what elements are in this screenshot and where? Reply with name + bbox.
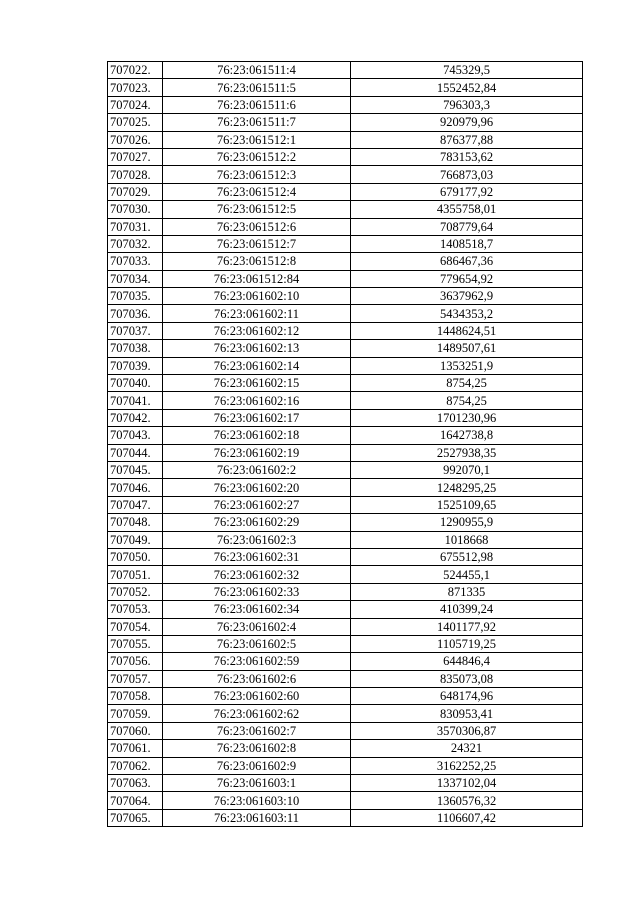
cadastral-value: 675512,98: [351, 548, 583, 565]
cadastral-value: 1360576,32: [351, 792, 583, 809]
cadastral-number: 76:23:061602:6: [163, 670, 351, 687]
row-number: 707040.: [108, 375, 163, 392]
cadastral-value: 1701230,96: [351, 409, 583, 426]
cadastral-value: 3570306,87: [351, 722, 583, 739]
table-row: [108, 514, 583, 531]
cadastral-number: 76:23:061512:2: [163, 148, 351, 165]
row-number: 707022.: [108, 62, 163, 79]
cadastral-value: 3637962,9: [351, 288, 583, 305]
row-number: 707026.: [108, 131, 163, 148]
cadastral-number: 76:23:061602:7: [163, 722, 351, 739]
cadastral-number: 76:23:061602:20: [163, 479, 351, 496]
row-number: 707052.: [108, 583, 163, 600]
table-row: [108, 218, 583, 235]
table-row: [108, 775, 583, 792]
cadastral-number: 76:23:061512:7: [163, 235, 351, 252]
cadastral-value: 708779,64: [351, 218, 583, 235]
cadastral-value: 5434353,2: [351, 305, 583, 322]
cadastral-value: 779654,92: [351, 270, 583, 287]
row-number: 707043.: [108, 427, 163, 444]
table-row: [108, 409, 583, 426]
row-number: 707065.: [108, 809, 163, 826]
cadastral-value: 1248295,25: [351, 479, 583, 496]
cadastral-number: 76:23:061512:8: [163, 253, 351, 270]
row-number: 707036.: [108, 305, 163, 322]
cadastral-value: 1552452,84: [351, 79, 583, 96]
row-number: 707058.: [108, 688, 163, 705]
cadastral-number: 76:23:061602:14: [163, 357, 351, 374]
cadastral-value: 876377,88: [351, 131, 583, 148]
table-row: [108, 548, 583, 565]
cadastral-number: 76:23:061602:32: [163, 566, 351, 583]
cadastral-number: 76:23:061511:4: [163, 62, 351, 79]
table-row: [108, 740, 583, 757]
row-number: 707045.: [108, 461, 163, 478]
cadastral-number: 76:23:061602:10: [163, 288, 351, 305]
table-row: [108, 79, 583, 96]
cadastral-value: 8754,25: [351, 375, 583, 392]
row-number: 707031.: [108, 218, 163, 235]
cadastral-number: 76:23:061602:33: [163, 583, 351, 600]
cadastral-value: 1353251,9: [351, 357, 583, 374]
row-number: 707060.: [108, 722, 163, 739]
cadastral-number: 76:23:061602:5: [163, 635, 351, 652]
row-number: 707037.: [108, 322, 163, 339]
table-row: [108, 148, 583, 165]
cadastral-number: 76:23:061602:11: [163, 305, 351, 322]
cadastral-value: 1642738,8: [351, 427, 583, 444]
table-row: [108, 722, 583, 739]
row-number: 707030.: [108, 201, 163, 218]
table-row: [108, 531, 583, 548]
cadastral-number: 76:23:061602:60: [163, 688, 351, 705]
table-row: [108, 62, 583, 79]
cadastral-value: 830953,41: [351, 705, 583, 722]
table-row: [108, 688, 583, 705]
table-row: [108, 183, 583, 200]
row-number: 707034.: [108, 270, 163, 287]
cadastral-number: 76:23:061602:16: [163, 392, 351, 409]
cadastral-value: 1105719,25: [351, 635, 583, 652]
row-number: 707024.: [108, 96, 163, 113]
row-number: 707059.: [108, 705, 163, 722]
table-row: [108, 635, 583, 652]
cadastral-number: 76:23:061512:1: [163, 131, 351, 148]
row-number: 707035.: [108, 288, 163, 305]
table-body: [108, 62, 583, 827]
cadastral-value: 1448624,51: [351, 322, 583, 339]
cadastral-value: 783153,62: [351, 148, 583, 165]
table-row: [108, 757, 583, 774]
row-number: 707038.: [108, 340, 163, 357]
row-number: 707042.: [108, 409, 163, 426]
row-number: 707023.: [108, 79, 163, 96]
row-number: 707064.: [108, 792, 163, 809]
cadastral-number: 76:23:061602:31: [163, 548, 351, 565]
row-number: 707051.: [108, 566, 163, 583]
row-number: 707032.: [108, 235, 163, 252]
table-row: [108, 270, 583, 287]
cadastral-number: 76:23:061602:3: [163, 531, 351, 548]
cadastral-value: 1408518,7: [351, 235, 583, 252]
cadastral-value-table: [107, 61, 583, 827]
cadastral-number: 76:23:061512:84: [163, 270, 351, 287]
cadastral-number: 76:23:061602:18: [163, 427, 351, 444]
table-row: [108, 305, 583, 322]
cadastral-number: 76:23:061603:10: [163, 792, 351, 809]
cadastral-value: 644846,4: [351, 653, 583, 670]
table-row: [108, 201, 583, 218]
row-number: 707047.: [108, 496, 163, 513]
row-number: 707028.: [108, 166, 163, 183]
table-row: [108, 583, 583, 600]
table-row: [108, 131, 583, 148]
table-row: [108, 96, 583, 113]
cadastral-number: 76:23:061511:7: [163, 114, 351, 131]
cadastral-number: 76:23:061602:59: [163, 653, 351, 670]
row-number: 707054.: [108, 618, 163, 635]
row-number: 707050.: [108, 548, 163, 565]
row-number: 707027.: [108, 148, 163, 165]
cadastral-value: 835073,08: [351, 670, 583, 687]
cadastral-value: 920979,96: [351, 114, 583, 131]
row-number: 707053.: [108, 601, 163, 618]
table-row: [108, 809, 583, 826]
row-number: 707041.: [108, 392, 163, 409]
cadastral-value: 1337102,04: [351, 775, 583, 792]
table-row: [108, 653, 583, 670]
cadastral-number: 76:23:061512:5: [163, 201, 351, 218]
row-number: 707056.: [108, 653, 163, 670]
cadastral-number: 76:23:061602:34: [163, 601, 351, 618]
table-row: [108, 444, 583, 461]
cadastral-value: 992070,1: [351, 461, 583, 478]
row-number: 707039.: [108, 357, 163, 374]
table-row: [108, 792, 583, 809]
row-number: 707025.: [108, 114, 163, 131]
cadastral-value: 648174,96: [351, 688, 583, 705]
table-row: [108, 496, 583, 513]
table-row: [108, 166, 583, 183]
cadastral-number: 76:23:061512:3: [163, 166, 351, 183]
cadastral-value: 1290955,9: [351, 514, 583, 531]
table-row: [108, 375, 583, 392]
cadastral-value: 24321: [351, 740, 583, 757]
table-row: [108, 322, 583, 339]
table-row: [108, 357, 583, 374]
row-number: 707063.: [108, 775, 163, 792]
row-number: 707049.: [108, 531, 163, 548]
table-row: [108, 288, 583, 305]
cadastral-number: 76:23:061512:4: [163, 183, 351, 200]
table-row: [108, 253, 583, 270]
cadastral-value: 3162252,25: [351, 757, 583, 774]
cadastral-number: 76:23:061602:19: [163, 444, 351, 461]
cadastral-value: 686467,36: [351, 253, 583, 270]
cadastral-number: 76:23:061602:17: [163, 409, 351, 426]
cadastral-number: 76:23:061603:1: [163, 775, 351, 792]
cadastral-value: 745329,5: [351, 62, 583, 79]
cadastral-value: 4355758,01: [351, 201, 583, 218]
cadastral-value: 1106607,42: [351, 809, 583, 826]
cadastral-value: 1018668: [351, 531, 583, 548]
table-row: [108, 670, 583, 687]
cadastral-value: 2527938,35: [351, 444, 583, 461]
cadastral-number: 76:23:061602:4: [163, 618, 351, 635]
cadastral-value: 8754,25: [351, 392, 583, 409]
cadastral-value: 1525109,65: [351, 496, 583, 513]
cadastral-number: 76:23:061602:12: [163, 322, 351, 339]
table-row: [108, 114, 583, 131]
cadastral-value: 766873,03: [351, 166, 583, 183]
cadastral-number: 76:23:061602:2: [163, 461, 351, 478]
table-row: [108, 618, 583, 635]
cadastral-number: 76:23:061511:6: [163, 96, 351, 113]
table-row: [108, 340, 583, 357]
cadastral-value: 1489507,61: [351, 340, 583, 357]
cadastral-value: 1401177,92: [351, 618, 583, 635]
table-row: [108, 461, 583, 478]
table-row: [108, 705, 583, 722]
cadastral-number: 76:23:061602:13: [163, 340, 351, 357]
table-row: [108, 392, 583, 409]
cadastral-number: 76:23:061602:9: [163, 757, 351, 774]
row-number: 707061.: [108, 740, 163, 757]
table-row: [108, 566, 583, 583]
cadastral-number: 76:23:061512:6: [163, 218, 351, 235]
row-number: 707055.: [108, 635, 163, 652]
row-number: 707029.: [108, 183, 163, 200]
table-row: [108, 427, 583, 444]
cadastral-number: 76:23:061511:5: [163, 79, 351, 96]
cadastral-number: 76:23:061603:11: [163, 809, 351, 826]
cadastral-value: 871335: [351, 583, 583, 600]
row-number: 707057.: [108, 670, 163, 687]
table-row: [108, 235, 583, 252]
cadastral-value: 679177,92: [351, 183, 583, 200]
row-number: 707062.: [108, 757, 163, 774]
table-row: [108, 601, 583, 618]
cadastral-number: 76:23:061602:29: [163, 514, 351, 531]
cadastral-value: 524455,1: [351, 566, 583, 583]
table-row: [108, 479, 583, 496]
cadastral-number: 76:23:061602:27: [163, 496, 351, 513]
row-number: 707046.: [108, 479, 163, 496]
cadastral-value: 796303,3: [351, 96, 583, 113]
cadastral-number: 76:23:061602:15: [163, 375, 351, 392]
row-number: 707044.: [108, 444, 163, 461]
cadastral-number: 76:23:061602:62: [163, 705, 351, 722]
row-number: 707033.: [108, 253, 163, 270]
cadastral-number: 76:23:061602:8: [163, 740, 351, 757]
row-number: 707048.: [108, 514, 163, 531]
cadastral-value: 410399,24: [351, 601, 583, 618]
